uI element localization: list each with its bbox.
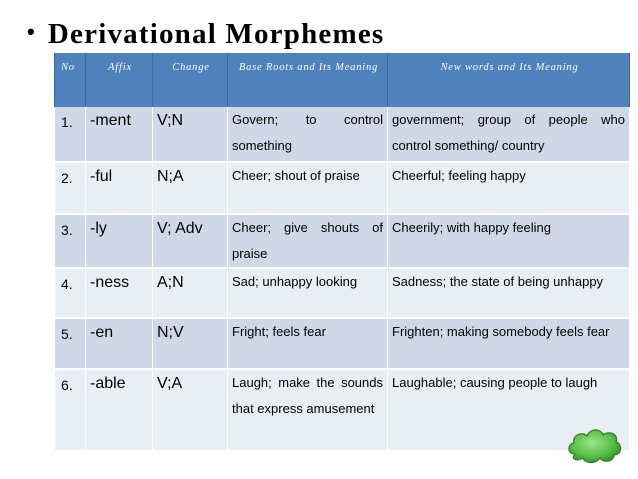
- table-row: [55, 162, 630, 214]
- cell-new: Laughable; causing people to laugh: [388, 369, 630, 451]
- header-no: No: [55, 53, 86, 107]
- header-new-words: New words and Its Meaning: [388, 53, 630, 107]
- cell-base: Govern; to control something: [228, 107, 388, 162]
- table-row: [55, 268, 630, 318]
- cell-base: Sad; unhappy looking: [228, 268, 388, 318]
- cell-base: Cheer; give shouts of praise: [228, 214, 388, 268]
- cell-base: Cheer; shout of praise: [228, 162, 388, 214]
- cell-new: Sadness; the state of being unhappy: [388, 268, 630, 318]
- cell-new: Cheerily; with happy feeling: [388, 214, 630, 268]
- cell-no: 3.: [55, 214, 86, 268]
- cell-no: 6.: [55, 369, 86, 451]
- cell-new: Frighten; making somebody feels fear: [388, 318, 630, 369]
- table-row: [55, 214, 630, 268]
- cell-new: government; group of people who control something/ country: [388, 107, 630, 162]
- table-row: [55, 107, 630, 162]
- cell-no: 4.: [55, 268, 86, 318]
- cell-affix: -able: [86, 369, 153, 451]
- cell-affix: -ful: [86, 162, 153, 214]
- cell-base: Laugh; make the sounds that express amusement: [228, 369, 388, 451]
- green-cloud-icon[interactable]: [565, 424, 623, 464]
- cell-change: A;N: [153, 268, 228, 318]
- cell-affix: -ness: [86, 268, 153, 318]
- cell-new: Cheerful; feeling happy: [388, 162, 630, 214]
- header-change: Change: [153, 53, 228, 107]
- cell-affix: -en: [86, 318, 153, 369]
- slide-title: [27, 18, 384, 51]
- table-row: [55, 369, 630, 451]
- cell-no: 2.: [55, 162, 86, 214]
- cell-no: 1.: [55, 107, 86, 162]
- cell-change: V; Adv: [153, 214, 228, 268]
- cell-affix: -ment: [86, 107, 153, 162]
- morpheme-table: [54, 53, 630, 452]
- cell-change: N;A: [153, 162, 228, 214]
- header-affix: Affix: [86, 53, 153, 107]
- cell-change: N;V: [153, 318, 228, 369]
- cell-affix: -ly: [86, 214, 153, 268]
- cell-no: 5.: [55, 318, 86, 369]
- cell-base: Fright; feels fear: [228, 318, 388, 369]
- slide-title-text: Derivational Morphemes: [47, 18, 385, 50]
- table-row: [55, 318, 630, 369]
- cell-change: V;A: [153, 369, 228, 451]
- table-header-row: [55, 53, 630, 107]
- bullet-icon: •: [27, 19, 36, 44]
- header-base-roots: Base Roots and Its Meaning: [228, 53, 388, 107]
- cell-change: V;N: [153, 107, 228, 162]
